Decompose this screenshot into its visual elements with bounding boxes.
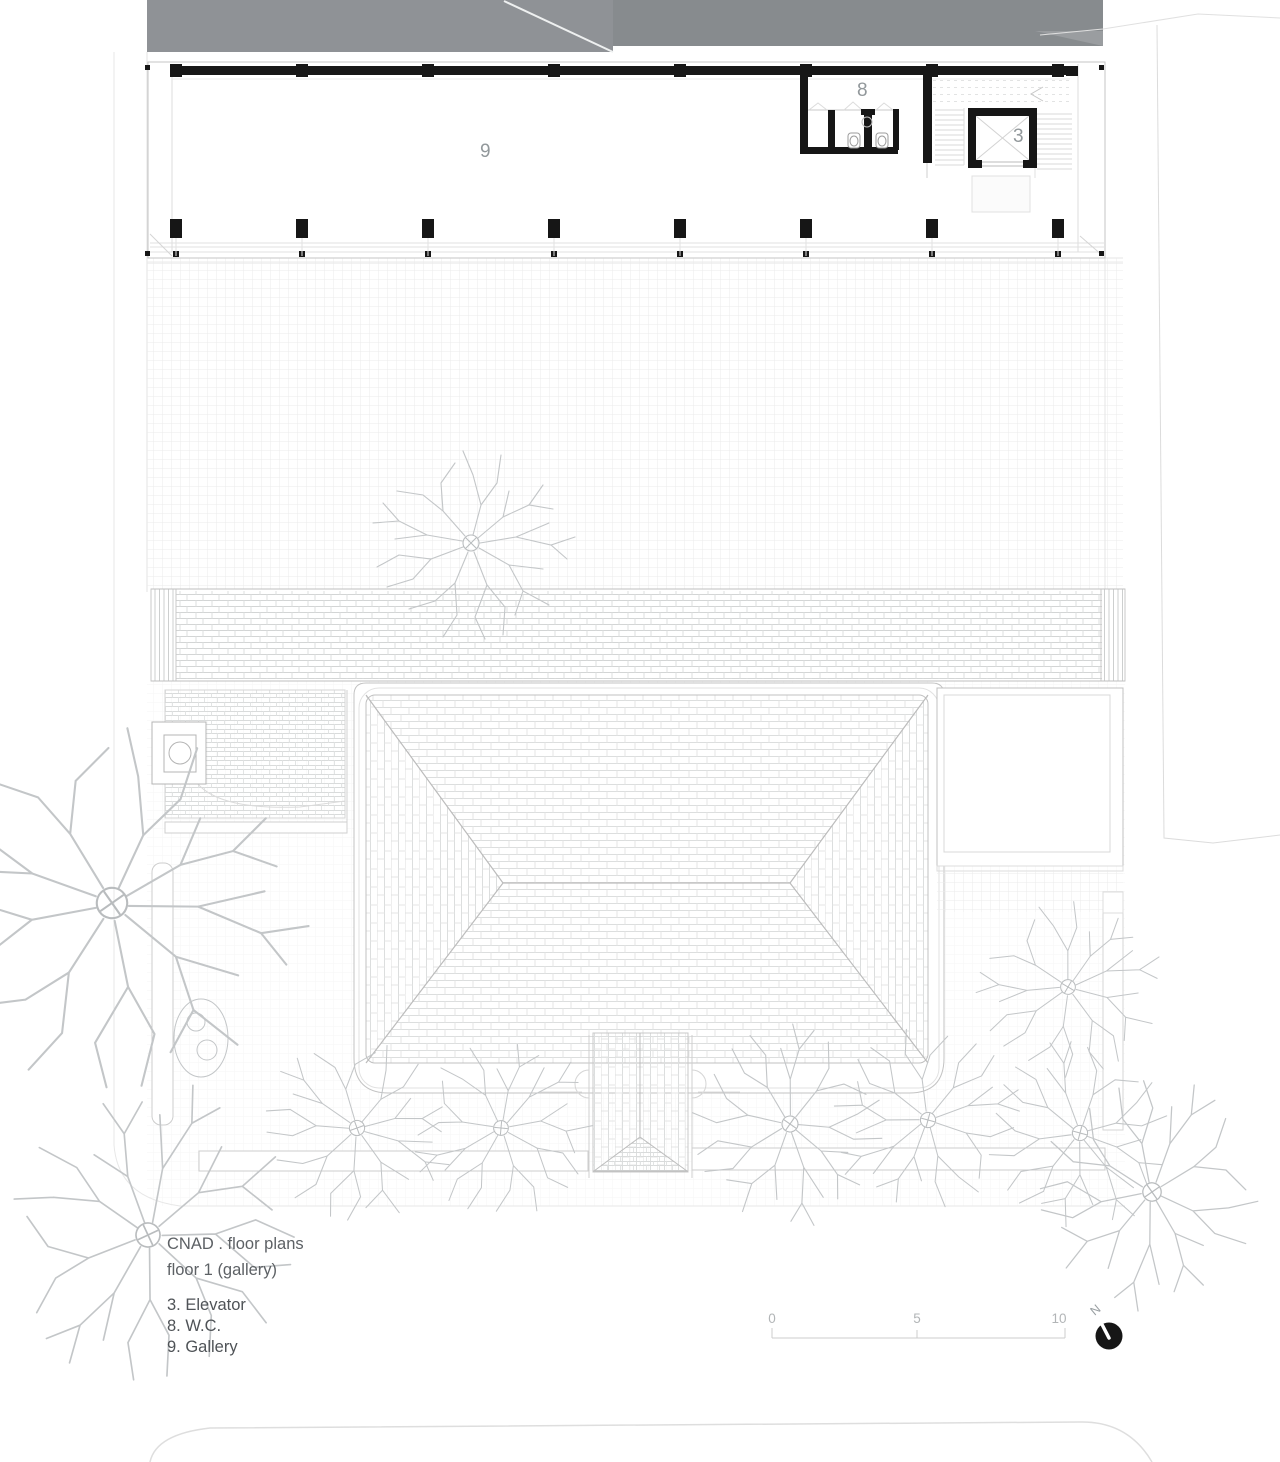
street-curb — [150, 1422, 1152, 1462]
room-label-gallery: 9 — [480, 141, 492, 162]
scale-tick-10: 10 — [1051, 1311, 1067, 1326]
hip-roof-building — [354, 683, 944, 1093]
gallery-building — [145, 62, 1105, 258]
north-arrow-icon — [1096, 1322, 1123, 1350]
room-label-wc: 8 — [857, 80, 869, 101]
roof-band-end-east — [1101, 589, 1125, 681]
legend-item: 9. Gallery — [167, 1338, 238, 1356]
drawing-subtitle: floor 1 (gallery) — [167, 1261, 278, 1279]
room-label-elevator: 3 — [1013, 126, 1025, 147]
toilet-fixture — [848, 133, 860, 148]
legend-item: 8. W.C. — [167, 1317, 222, 1335]
scale-bar — [772, 1328, 1065, 1338]
scale-tick-0: 0 — [768, 1311, 776, 1326]
roof-band-end-west — [151, 589, 176, 681]
drawing-title: CNAD . floor plans — [167, 1235, 304, 1253]
roof-band — [151, 589, 1125, 681]
street-band — [147, 0, 1103, 52]
service-box — [972, 176, 1030, 212]
title-block — [167, 1231, 304, 1283]
fountain-basin — [152, 722, 206, 784]
north-label: N — [1087, 1301, 1104, 1319]
legend — [167, 1295, 246, 1358]
toilet-fixture — [876, 133, 888, 148]
core-wall — [923, 71, 932, 163]
west-planter-strip — [152, 863, 173, 1125]
scale-tick-5: 5 — [913, 1311, 921, 1326]
legend-item: 3. Elevator — [167, 1296, 246, 1314]
